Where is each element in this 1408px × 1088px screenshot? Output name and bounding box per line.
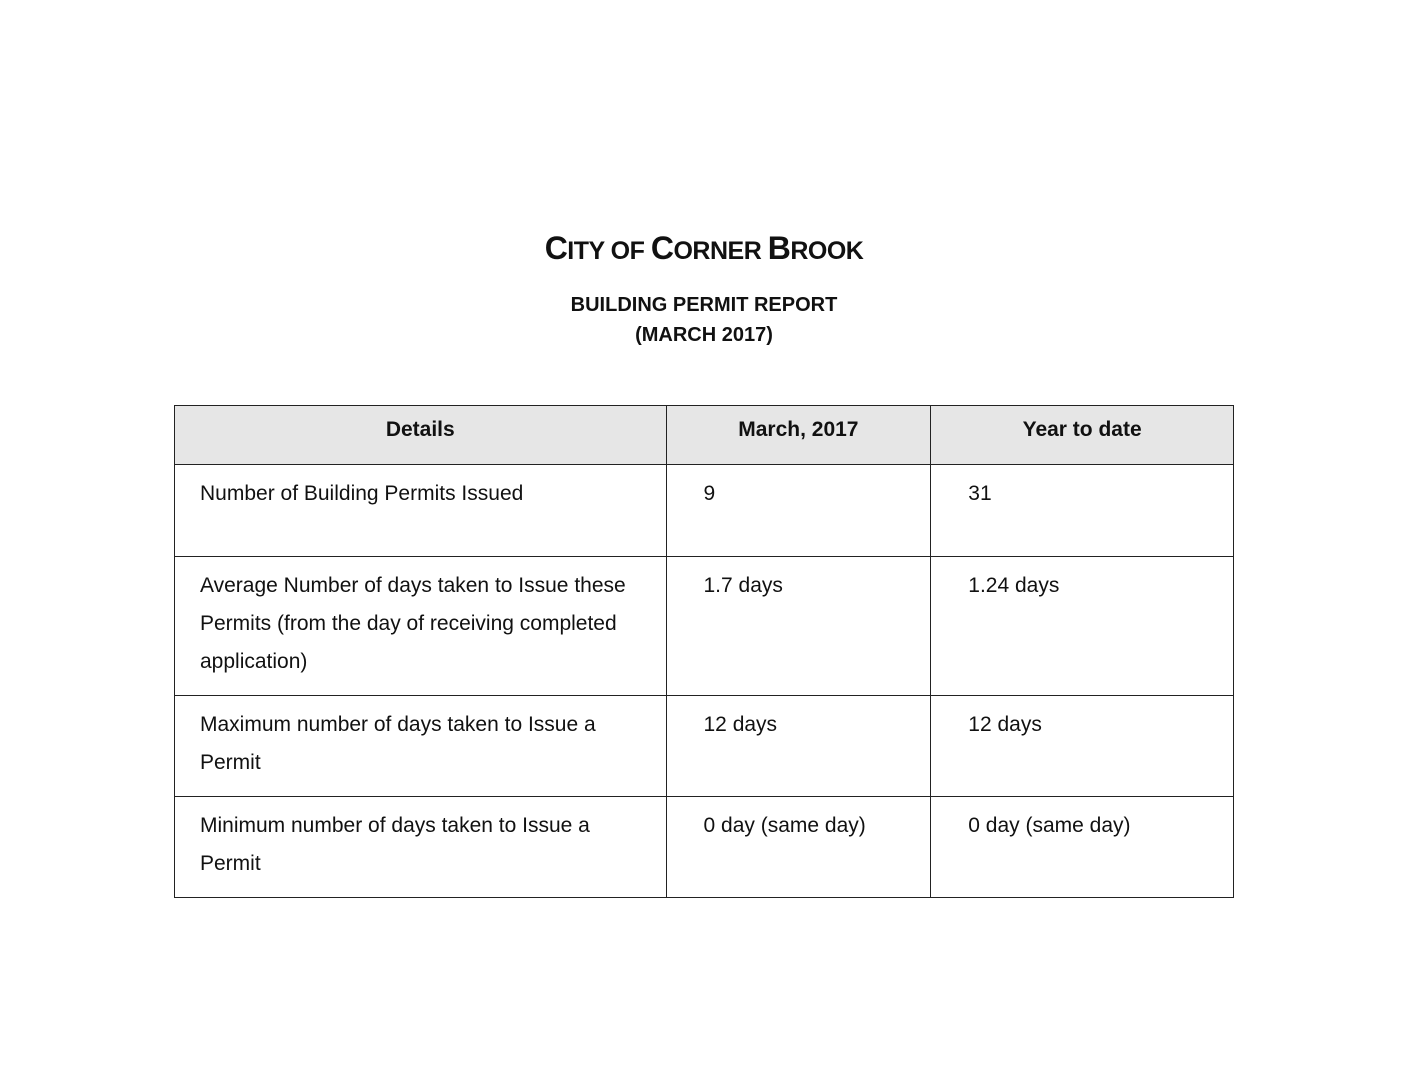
- march-value-cell: 12 days: [666, 696, 931, 797]
- subtitle-line-2: (MARCH 2017): [635, 324, 773, 346]
- title-part: ORNER: [673, 237, 768, 265]
- subtitle-line-1: BUILDING PERMIT REPORT: [570, 294, 838, 316]
- title-part: C: [650, 230, 674, 266]
- table-row: [175, 797, 1234, 898]
- march-value-cell: 9: [666, 465, 931, 557]
- permit-report-table: [174, 405, 1234, 898]
- page-title: [0, 228, 1408, 271]
- title-part: ITY OF: [567, 237, 651, 265]
- march-value-cell: 0 day (same day): [666, 797, 931, 898]
- report-subtitle: [0, 290, 1408, 350]
- ytd-value-cell: 12 days: [931, 696, 1234, 797]
- details-cell: Maximum number of days taken to Issue a Permit: [175, 696, 667, 797]
- column-header-march: March, 2017: [666, 406, 931, 465]
- table-row: [175, 557, 1234, 696]
- details-cell: Average Number of days taken to Issue these Permits (from the day of receiving completed application): [175, 557, 667, 696]
- ytd-value-cell: 31: [931, 465, 1234, 557]
- table-row: [175, 696, 1234, 797]
- table-header-row: [175, 406, 1234, 465]
- march-value-cell: 1.7 days: [666, 557, 931, 696]
- title-part: C: [544, 230, 568, 266]
- column-header-ytd: Year to date: [931, 406, 1234, 465]
- details-cell: Number of Building Permits Issued: [175, 465, 667, 557]
- table-row: [175, 465, 1234, 557]
- column-header-details: Details: [175, 406, 667, 465]
- title-part: ROOK: [790, 237, 864, 265]
- title-part: B: [767, 230, 791, 266]
- details-cell: Minimum number of days taken to Issue a Permit: [175, 797, 667, 898]
- ytd-value-cell: 1.24 days: [931, 557, 1234, 696]
- ytd-value-cell: 0 day (same day): [931, 797, 1234, 898]
